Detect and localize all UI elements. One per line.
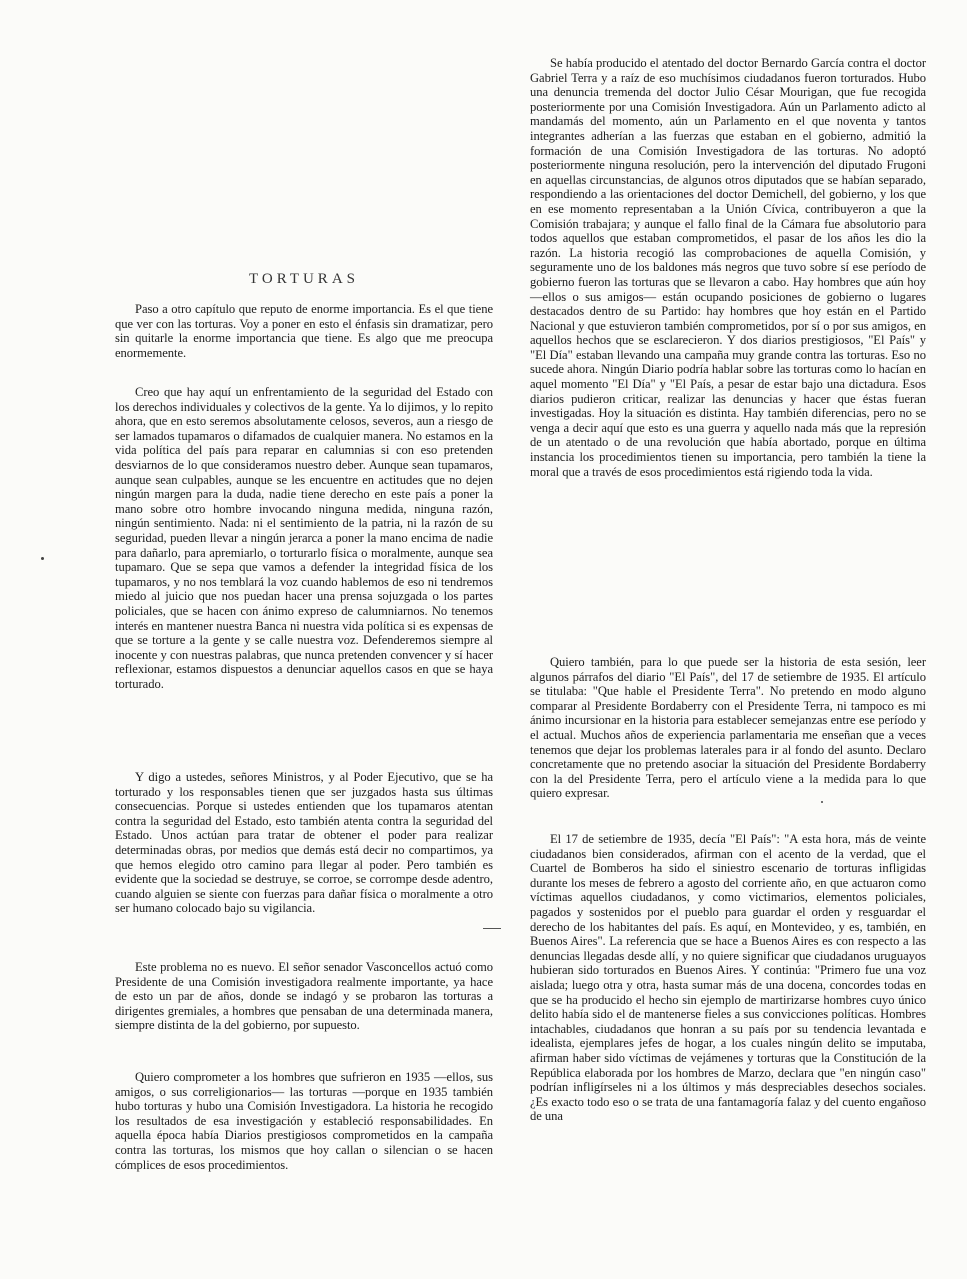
paragraph: Creo que hay aquí un enfrentamiento de la seguridad del Estado con los derechos individuales y colectivos de la gente. Ya lo dijimos, y lo repito ahora, que en esto seremos absolutamente celosos, severos, aun a riesgo de ser lamados tupamaros o difamados de cualquier manera. No estamos en la vida política del país para reparar en calumnias si con eso pretenden desviarnos de lo que consideramos nuestro deber. Aunque sean tupamaros, aunque sean culpables, aunque se les encuentre en actitudes que no dejen ningún margen para la duda, nadie tiene derecho en este país a poner la mano sobre otro hombre invocando ninguna medida, ninguna razón, ningún sentimiento. Nada: ni el sentimiento de la patria, ni la razón de su seguridad, pueden llevar a ningún jerarca a poner la mano encima de nadie para dañarlo, para apremiarlo, o torturarlo física o moralmente, aunque sea tupamaro. Que se sepa que vamos a defender la integridad física de los tupamaros, y no nos temblará la voz cuando hablemos de eso ni tendremos miedo al juicio que nos puedan hacer una prensa sojuzgada o los partes policiales, que se hacen con ánimo expreso de calumniarnos. No tenemos interés en mantener nuestra Banca ni nuestra vida política si es expensas de que se torture a la gente y se calle nuestra voz. Defenderemos siempre al inocente y con nuestras palabras, que nunca pretenden convencer y sí hacer reflexionar, estamos dispuestos a denunciar aquellos casos en que se haya torturado. <box>115 385 493 691</box>
paragraph: Este problema no es nuevo. El señor senador Vasconcellos actuó como Presidente de una Comisión investigadora realmente importante, ya hace de esto un par de años, donde se indagó y se probaron las torturas a dirigentes gremiales, a hombres que pensaban de una determinada manera, siempre distinta de la del gobierno, por supuesto. <box>115 960 493 1033</box>
paragraph: El 17 de setiembre de 1935, decía "El País": "A esta hora, más de veinte ciudadanos bien considerados, afirman con el acento de la verdad, que el Cuartel de Bomberos ha sido el siniestro escenario de torturas infligidas durante los meses de febrero a agosto del corriente año, en que actuaron como víctimas aquellos ciudadanos, y como victimarios, elementos policiales, pagados y sostenidos por el pueblo para guardar el orden y resguardar el derecho de los habitantes del país. Es aquí, en Montevideo, y es, también, en Buenos Aires". La referencia que se hace a Buenos Aires es con respecto a las denuncias llegadas desde allí, y no quiere significar que ciudadanos uruguayos hubieran sido torturados en Buenos Aires. Y continúa: "Primero fue una voz aislada; luego otra y otra, hasta sumar más de una docena, concordes todas en que se ha producido el hecho sin ejemplo de martirizarse hombres cuyo único delito había sido el de mantenerse fieles a sus convicciones políticas. Hombres intachables, ciudadanos que honran a su país por su tendencia levantada e idealista, ejemplares jefes de hogar, a los cuales ningún delito se imputaba, afirman haber sido víctimas de vejámenes y torturas que la Constitución de la República elaborada por los hombres de Marzo, declara que "en ningún caso" podrían infligírseles ni a los últimos y más despreciables desechos sociales. ¿Es exacto todo eso o se trata de una fantamagoría falaz y del cuento engañoso de una <box>530 832 926 1124</box>
scan-speck <box>41 557 44 560</box>
scan-mark <box>483 928 501 929</box>
paragraph: Y digo a ustedes, señores Ministros, y al Poder Ejecutivo, que se ha torturado y los responsables tienen que ser juzgados hasta sus últimas consecuencias. Porque si ustedes entienden que los tupamaros atentan contra la seguridad del Estado, esto también atenta contra la seguridad del Estado. Unos actúan para tratar de obtener el poder para realizar determinadas obras, por medios que demás está decir no compartimos, ya que hemos elegido otro camino para llegar al poder. Pero también es evidente que la sociedad se destruye, se corroe, se corrompe desde adentro, cuando alguien se siente con fuerzas para dañar física o moralmente a otro ser humano colocado bajo su vigilancia. <box>115 770 493 916</box>
paragraph: Quiero también, para lo que puede ser la historia de esta sesión, leer algunos párrafos del diario "El País", del 17 de setiembre de 1935. El artículo se titulaba: "Que hable el Presidente Terra". No pretendo en modo alguno comparar al Presidente Bordaberry con el Presidente Terra, ni tampoco es mi ánimo incursionar en la historia para establecer semejanzas entre ese período y el actual. Muchos años de experiencia parlamentaria me enseñan que a veces tenemos que dejar los problemas laterales para ir al fondo del asunto. Declaro concretamente que no pretendo asociar la situación del Presidente Bordaberry con la del Presidente Terra, pero el artículo viene a la medida para lo que quiero expresar. <box>530 655 926 801</box>
section-title: TORTURAS <box>248 271 359 287</box>
paragraph: Quiero comprometer a los hombres que sufrieron en 1935 —ellos, sus amigos, o sus correligionarios— las torturas —porque en 1935 también hubo torturas y hubo una Comisión Investigadora. La historia he recogido los resultados de esa investigación y estableció responsabilidades. En aquella época había Diarios prestigiosos comprometidos en la campaña contra las torturas, los mismos que hoy callan o silencian o se hacen cómplices de esos procedimientos. <box>115 1070 493 1172</box>
scan-speck <box>821 801 823 803</box>
paragraph: Paso a otro capítulo que reputo de enorme importancia. Es el que tiene que ver con las torturas. Voy a poner en esto el énfasis sin dramatizar, pero sin quitarle la enorme importancia que tiene. Es algo que me preocupa enormemente. <box>115 302 493 360</box>
paragraph: Se había producido el atentado del doctor Bernardo García contra el doctor Gabriel Terra y a raíz de eso muchísimos ciudadanos fueron torturados. Hubo una denuncia tremenda del doctor Julio César Mourigan, que fue recogida posteriormente por una Comisión Investigadora. Aún un Parlamento adicto al mandamás del momento, aún un Parlamento en el que noventa y tantos integrantes adherían a las fuerzas que estaban en el gobierno, admitió la formación de una Comisión Investigadora de las torturas. No adoptó posteriormente ninguna resolución, pero la intervención del diputado Frugoni en aquellas circunstancias, de algunos otros diputados que se habían separado, respondiendo a las orientaciones del doctor Demichell, del gobierno, y los que en ese momento representaban a la Unión Cívica, contribuyeron a que la Comisión trabajara; y aunque el fallo final de la Cámara fue absolutorio para todos aquellos que estaban comprometidos, el pasar de los años les dio la razón. La historia recogió las comprobaciones de aquella Comisión, y seguramente uno de los baldones más negros que tuvo sobre sí ese período de gobierno fueron las torturas que se llevaron a cabo. Hay hombres que aún hoy —ellos o sus amigos— están ocupando posiciones de gobierno o lugares destacados dentro de su Partido: hay hombres que hoy están en el Partido Nacional y que estuvieron también comprometidos, por sí o por sus amigos, en aquellos hechos que se esclarecieron. Y dos diarios prestigiosos, "El País" y "El Día" estaban llevando una campaña muy grande contra las torturas. Eso no sucede ahora. Ningún Diario podría hablar sobre las torturas como lo hacían en aquel momento "El Día" y "El País, a pesar de estar bajo una dictadura. Esos diarios pudieron criticar, realizar las denuncias y hacer que éstas fueran investigadas. Hoy la situación es distinta. Hay también diferencias, pero no se venga a decir aquí que esto es una guerra y aquello nada más que la represión de un atentado o de una revolución que había abortado, porque en última instancia los procedimientos tienen su importancia, pero también la tiene la moral que a través de esos procedimientos está rigiendo toda la vida. <box>530 56 926 479</box>
